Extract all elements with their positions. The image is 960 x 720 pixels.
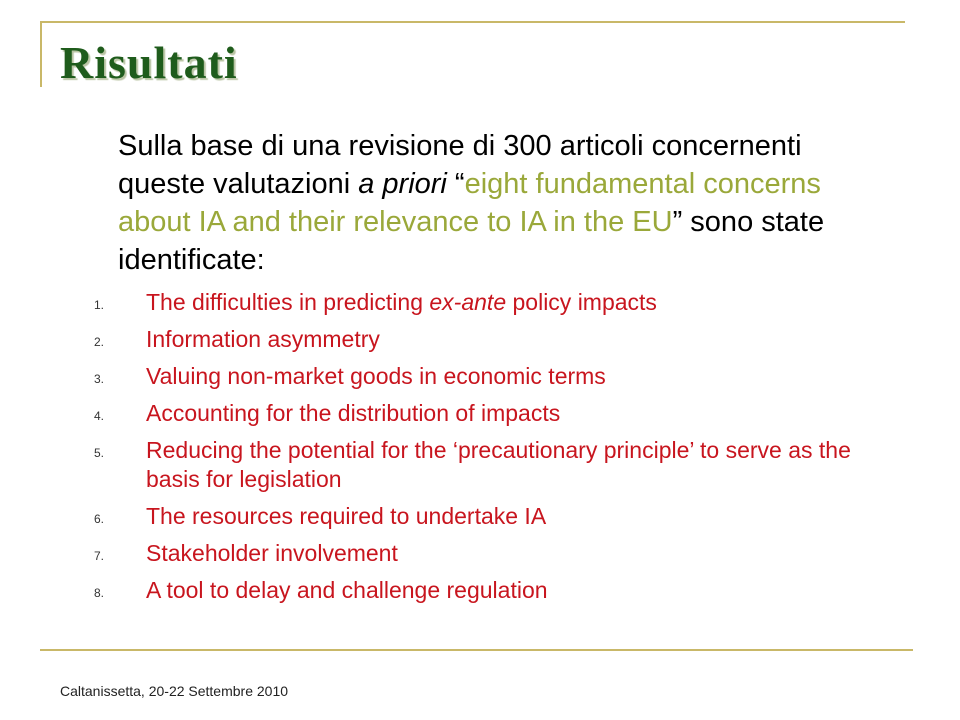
list-item: [60, 288, 860, 317]
bottom-rule: [40, 649, 913, 651]
intro-text-3: ” sono state identificate:: [118, 206, 825, 276]
list-item: [60, 399, 860, 428]
top-rule: [40, 21, 905, 23]
list-item-number: 8.: [94, 586, 105, 600]
list-item-text-post: policy impacts: [506, 289, 657, 315]
list-item-italic: ex-ante: [429, 289, 507, 315]
list-item-number: 5.: [94, 446, 105, 460]
concerns-list: [60, 288, 860, 613]
list-item-text: Stakeholder involvement: [146, 540, 398, 566]
list-item-text: The resources required to undertake IA: [146, 503, 547, 529]
list-item-number: 7.: [94, 549, 105, 563]
intro-italic: a priori: [358, 168, 447, 200]
slide-title: Risultati: [60, 37, 238, 88]
list-item-number: 6.: [94, 512, 105, 526]
list-item-number: 2.: [94, 335, 105, 349]
list-item-text: Reducing the potential for the ‘precautionary principle’ to serve as the basis for legislation: [146, 437, 851, 492]
intro-text-2: “: [446, 168, 465, 200]
list-item: [60, 436, 860, 494]
list-item-text: Information asymmetry: [146, 326, 380, 352]
list-item-number: 3.: [94, 372, 105, 386]
intro-quote: eight fundamental concerns about IA and their relevance to IA in the EU: [118, 168, 821, 238]
list-item-number: 1.: [94, 298, 105, 312]
list-item: [60, 539, 860, 568]
list-item-text: A tool to delay and challenge regulation: [146, 577, 548, 603]
list-item-number: 4.: [94, 409, 105, 423]
footer-text: Caltanissetta, 20-22 Settembre 2010: [60, 683, 289, 699]
list-item: [60, 362, 860, 391]
intro-paragraph: [118, 127, 878, 279]
list-item: [60, 576, 860, 605]
list-item-text: Valuing non-market goods in economic terms: [146, 363, 606, 389]
list-item: [60, 502, 860, 531]
intro-text-1: Sulla base di una revisione di 300 articoli concernenti queste valutazioni: [118, 130, 802, 200]
left-rule: [40, 21, 42, 87]
list-item-text: Accounting for the distribution of impacts: [146, 400, 561, 426]
list-item-text: The difficulties in predicting: [146, 289, 430, 315]
list-item: [60, 325, 860, 354]
